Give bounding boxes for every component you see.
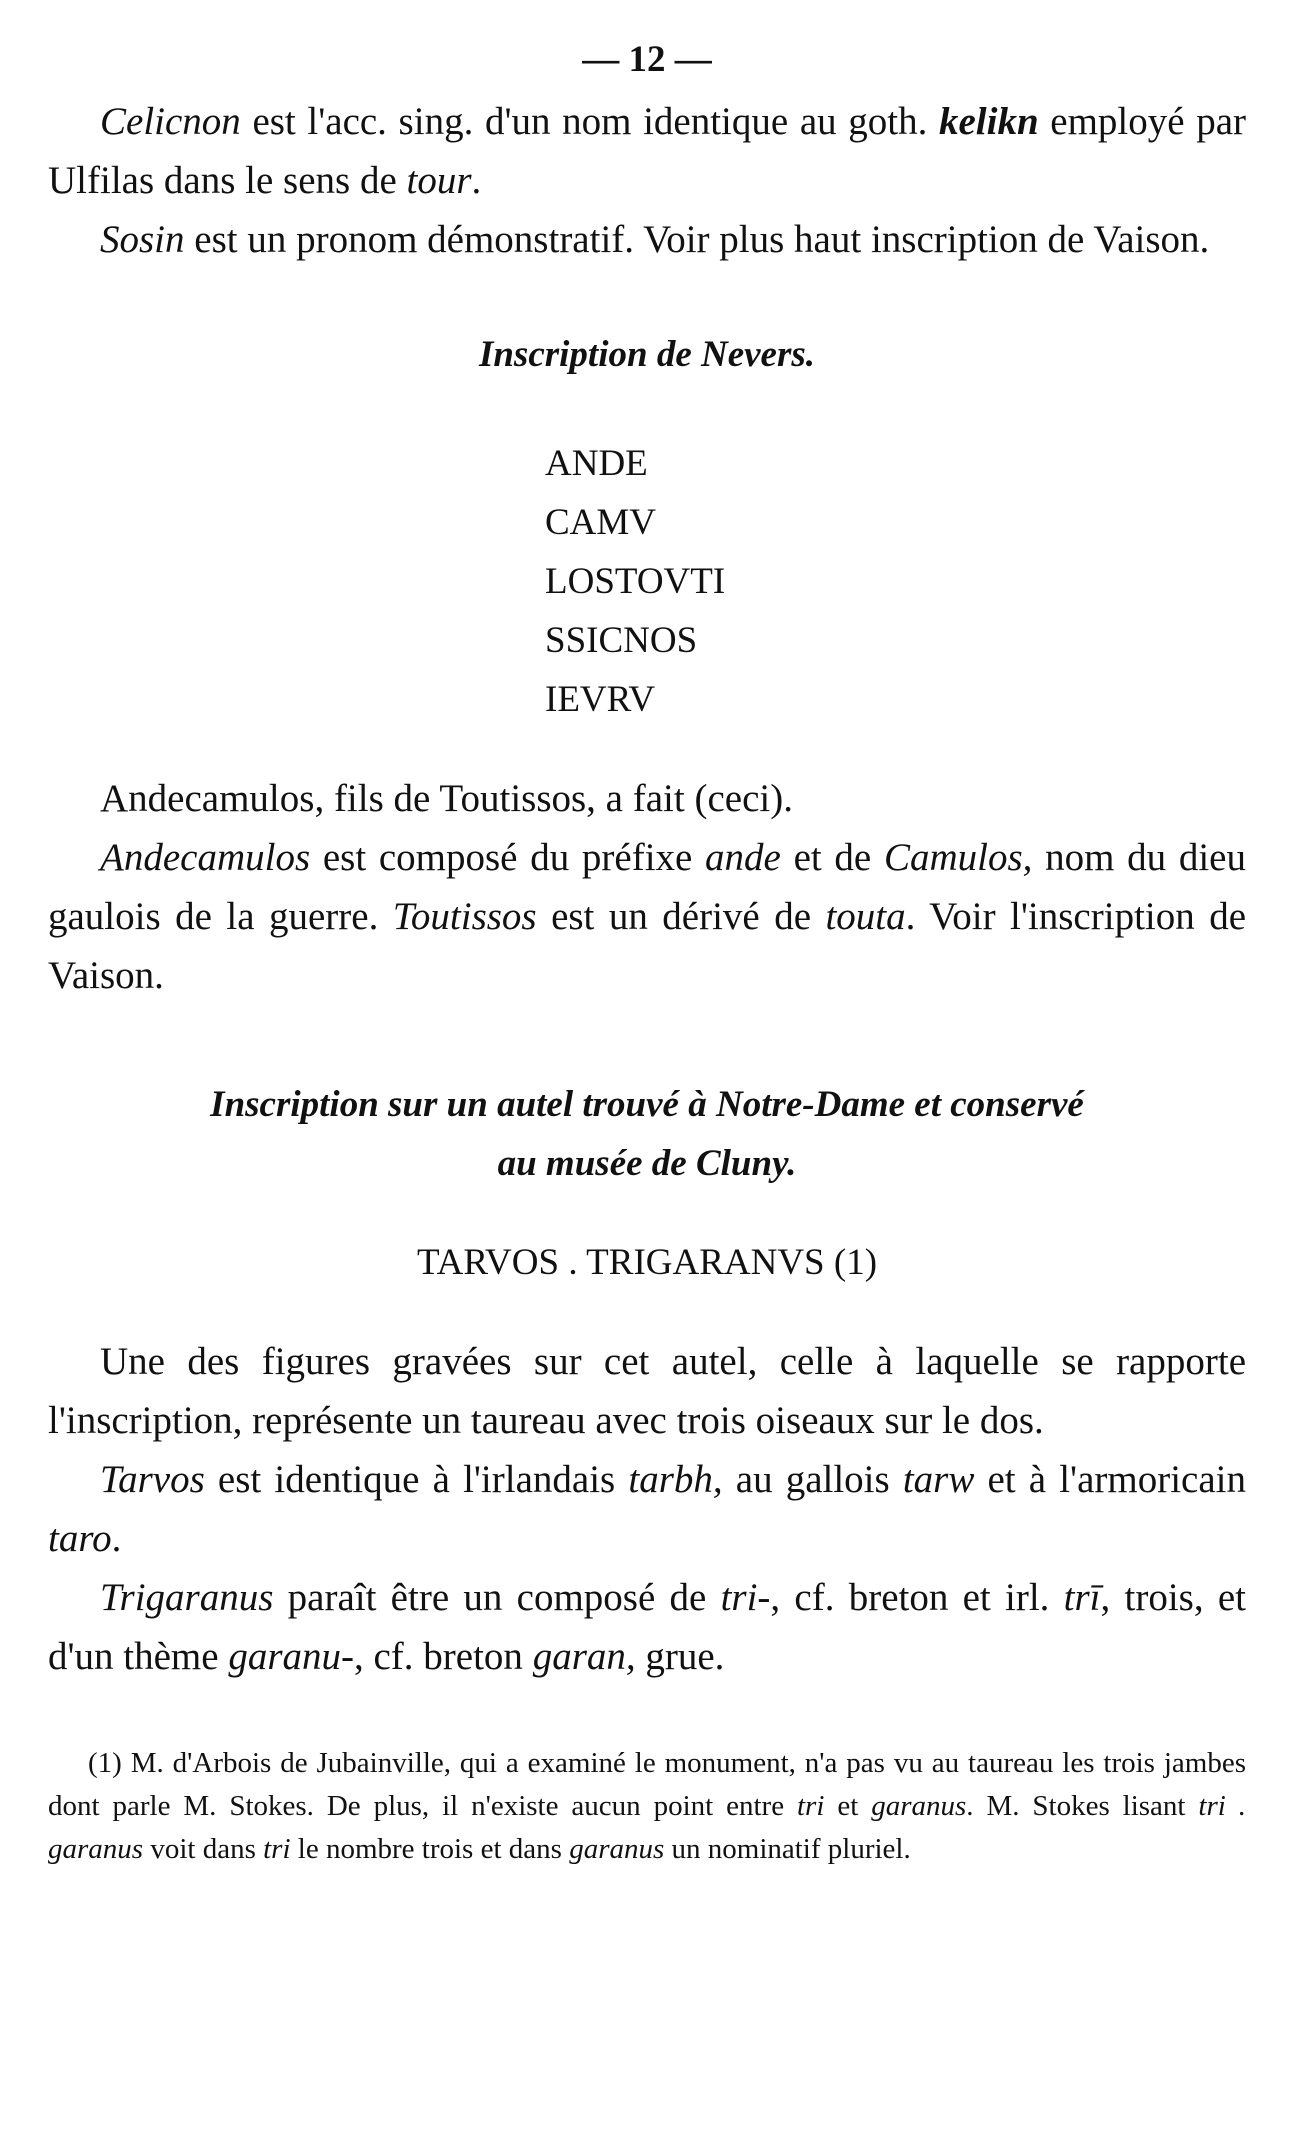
inscription-line: LOSTOVTI xyxy=(545,561,726,602)
text-segment: au gallois xyxy=(722,1458,903,1501)
paragraph-sosin xyxy=(48,210,1246,269)
term-tri: tri- xyxy=(720,1576,771,1619)
text-segment: le nombre trois et dans xyxy=(290,1833,570,1865)
term-ande: ande xyxy=(705,836,781,879)
text-segment: est l'acc. sing. d'un nom identique au goth. xyxy=(240,100,939,143)
term-toutissos: Toutissos xyxy=(392,895,537,938)
page xyxy=(48,30,1246,1871)
text-segment: . Voir l'inscription de Vaison. xyxy=(48,895,1247,997)
inscription-line: CAMV xyxy=(545,502,657,543)
page-number: — 12 — xyxy=(582,39,712,80)
term-camulos: Camulos, xyxy=(883,836,1033,879)
inscription-line: SSICNOS xyxy=(545,620,698,661)
text-segment: est identique à l'irlandais xyxy=(204,1458,629,1501)
inscription-line: IEVRV xyxy=(545,679,656,720)
paragraph-figure-description: Une des figures gravées sur cet autel, celle à laquelle se rapporte l'inscription, représente un taureau avec trois oiseaux sur le dos. xyxy=(48,1340,1246,1442)
term-garanus: garanus xyxy=(871,1790,967,1822)
term-sosin: Sosin xyxy=(100,218,185,261)
text-segment: est un pronom démonstratif. Voir plus haut inscription de Vaison. xyxy=(184,218,1210,261)
term-kelikn: kelikn xyxy=(938,100,1039,143)
term-tarvos: Tarvos xyxy=(100,1458,205,1501)
text-segment: et xyxy=(824,1790,872,1822)
text-segment: (1) M. d'Arbois de Jubainville, qui a examiné le monument, n'a pas vu au taureau les trois jambes dont parle M. Stokes. De plus, il n'existe aucun point entre xyxy=(48,1747,1246,1822)
footnote xyxy=(48,1742,1246,1871)
text-segment: est composé du préfixe xyxy=(310,836,706,879)
inscription-nevers xyxy=(545,434,1246,729)
term-garanus: garanus xyxy=(569,1833,665,1865)
text-segment: , trois, et d'un thème xyxy=(48,1576,1246,1678)
inscription-line: ANDE xyxy=(545,443,648,484)
text-segment: nom du dieu gaulois de la guerre. xyxy=(48,836,1246,938)
term-trigaranus: Trigaranus xyxy=(100,1576,274,1619)
paragraph-celicnon xyxy=(48,92,1246,210)
text-segment: un nominatif pluriel. xyxy=(664,1833,911,1865)
text-segment: . xyxy=(471,159,482,202)
term-tri: tri xyxy=(797,1790,825,1822)
term-garan: garan, xyxy=(532,1635,636,1678)
term-taro: taro xyxy=(48,1517,112,1560)
paragraph-translation-nevers: Andecamulos, fils de Toutissos, a fait (ceci). xyxy=(100,777,793,820)
paragraph-trigaranus xyxy=(48,1568,1246,1686)
term-tarbh: tarbh, xyxy=(628,1458,723,1501)
heading-inscription-cluny-line2: au musée de Cluny. xyxy=(497,1143,797,1184)
heading-inscription-nevers: Inscription de Nevers. xyxy=(478,334,816,375)
text-segment: . xyxy=(111,1517,122,1560)
term-tri-garanus: tri . garanus xyxy=(48,1790,1246,1865)
text-segment: , cf. breton et irl. xyxy=(770,1576,1064,1619)
paragraph-tarvos xyxy=(48,1450,1246,1568)
text-segment: voit dans xyxy=(143,1833,264,1865)
text-segment: , cf. breton xyxy=(354,1635,533,1678)
term-tarw: tarw xyxy=(902,1458,975,1501)
term-celicnon: Celicnon xyxy=(100,100,241,143)
text-segment: et de xyxy=(780,836,884,879)
text-segment: paraît être un composé de xyxy=(273,1576,721,1619)
heading-inscription-cluny-line1: Inscription sur un autel trouvé à Notre-Dame et conservé xyxy=(210,1084,1084,1125)
text-segment: est un dérivé de xyxy=(536,895,826,938)
term-tri: tri xyxy=(263,1833,291,1865)
inscription-cluny: TARVOS . TRIGARANVS (1) xyxy=(416,1242,878,1283)
paragraph-andecamulos xyxy=(48,828,1246,1005)
text-segment: . M. Stokes lisant xyxy=(966,1790,1199,1822)
term-tri-long: trī xyxy=(1063,1576,1101,1619)
text-segment: grue. xyxy=(635,1635,725,1678)
text-segment: et à l'armoricain xyxy=(974,1458,1246,1501)
term-touta: touta xyxy=(825,895,906,938)
term-tour: tour xyxy=(406,159,472,202)
term-andecamulos: Andecamulos xyxy=(100,836,311,879)
text-segment: employé par Ulfilas dans le sens de xyxy=(48,100,1247,202)
term-garanu: garanu- xyxy=(228,1635,354,1678)
